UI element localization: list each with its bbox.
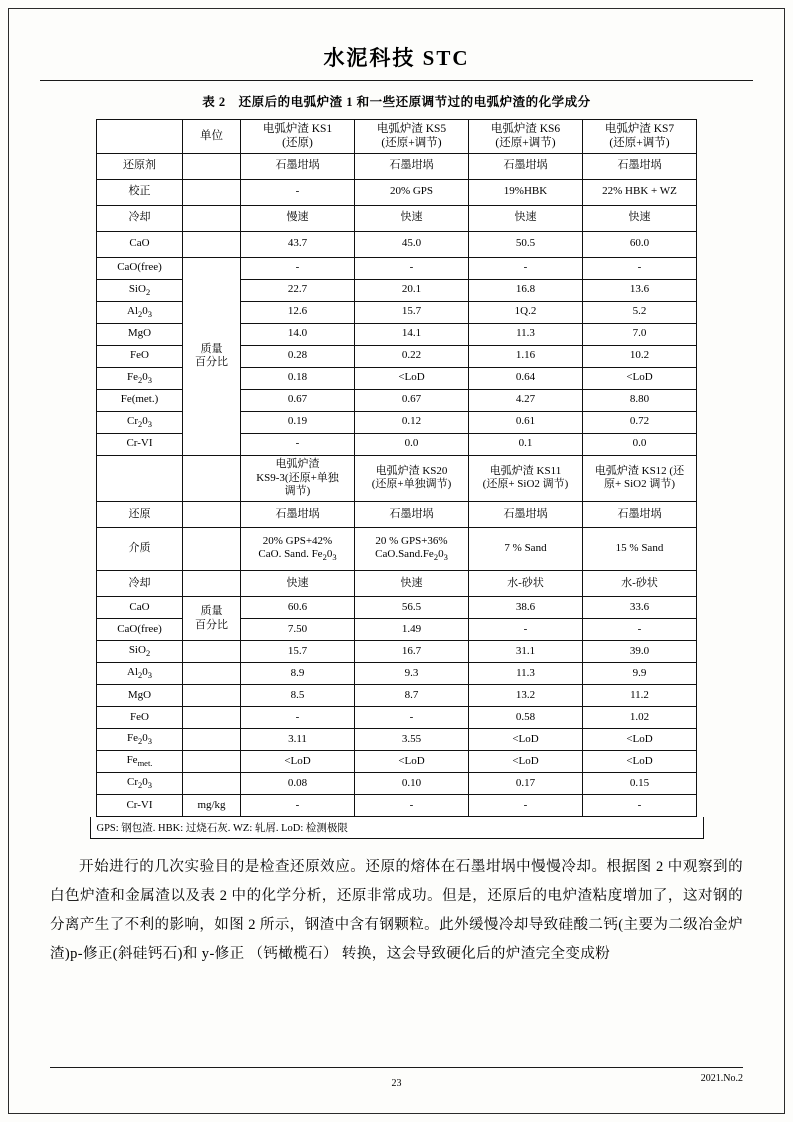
cell: -: [241, 179, 355, 205]
cell: 0.58: [469, 707, 583, 729]
table-subheader-row: [97, 455, 697, 501]
cell: 9.3: [355, 663, 469, 685]
row-label: MgO: [97, 323, 183, 345]
header-ks7: 电弧炉渣 KS7 (还原+调节): [583, 120, 697, 154]
cell: -: [241, 707, 355, 729]
row-label: CaO: [97, 597, 183, 619]
cell: -: [469, 795, 583, 817]
header-unit: 单位: [183, 120, 241, 154]
table-row: [97, 707, 697, 729]
cell: -: [241, 433, 355, 455]
row-label: $Cr_20_3$: [97, 411, 183, 433]
cell: 16.8: [469, 279, 583, 301]
row-unit: [183, 205, 241, 231]
row-label: CaO(free): [97, 619, 183, 641]
row-label: MgO: [97, 685, 183, 707]
cell: 石墨坩埚: [583, 502, 697, 528]
cell: 14.1: [355, 323, 469, 345]
cell: 12.6: [241, 301, 355, 323]
table-row: [97, 502, 697, 528]
row-unit: [183, 231, 241, 257]
cell: -: [583, 257, 697, 279]
row-unit: [183, 528, 241, 571]
row-label: 还原剂: [97, 153, 183, 179]
cell: 1Q.2: [469, 301, 583, 323]
cell: 15 % Sand: [583, 528, 697, 571]
unit-mass-percent: 质量 百分比: [183, 257, 241, 455]
cell: 快速: [469, 205, 583, 231]
subheader-ks12: 电弧炉渣 KS12 (还 原+ SiO2 调节): [583, 455, 697, 501]
cell: 快速: [355, 571, 469, 597]
cell: 16.7: [355, 641, 469, 663]
cell: 13.2: [469, 685, 583, 707]
cell: <LoD: [469, 729, 583, 751]
cell: 4.27: [469, 389, 583, 411]
header-divider: [40, 80, 753, 81]
cell: 0.61: [469, 411, 583, 433]
table-row: [97, 231, 697, 257]
row-label: FeO: [97, 345, 183, 367]
row-unit: [183, 153, 241, 179]
cell: 15.7: [241, 641, 355, 663]
cell: 慢速: [241, 205, 355, 231]
row-unit: [183, 707, 241, 729]
cell: 石墨坩埚: [241, 153, 355, 179]
page-footer: [50, 1067, 743, 1089]
table-row: [97, 685, 697, 707]
table-row: [97, 795, 697, 817]
cell: 33.6: [583, 597, 697, 619]
row-unit: mg/kg: [183, 795, 241, 817]
cell: 石墨坩埚: [241, 502, 355, 528]
cell: 1.49: [355, 619, 469, 641]
row-unit: [183, 751, 241, 773]
cell: 水-砂状: [469, 571, 583, 597]
table-row: [97, 528, 697, 571]
cell: 0.0: [583, 433, 697, 455]
table-row: [97, 641, 697, 663]
subheader-ks11: 电弧炉渣 KS11 (还原+ SiO2 调节): [469, 455, 583, 501]
cell: 3.11: [241, 729, 355, 751]
subheader-ks20: 电弧炉渣 KS20 (还原+单独调节): [355, 455, 469, 501]
cell: 20.1: [355, 279, 469, 301]
cell: -: [241, 795, 355, 817]
cell: 快速: [583, 205, 697, 231]
page-number: 23: [391, 1078, 402, 1089]
row-unit: [183, 502, 241, 528]
cell: 9.9: [583, 663, 697, 685]
cell: 20% GPS+42% CaO. Sand. $Fe_20_3$: [241, 528, 355, 571]
table-row: [97, 179, 697, 205]
cell: 水-砂状: [583, 571, 697, 597]
page-header: [40, 42, 753, 81]
cell: -: [355, 257, 469, 279]
cell: -: [469, 257, 583, 279]
chemical-composition-table: [96, 119, 697, 817]
table-caption: 表 2 还原后的电弧炉渣 1 和一些还原调节过的电弧炉渣的化学成分: [202, 95, 591, 109]
row-label: Cr-VI: [97, 795, 183, 817]
row-label: $Al_20_3$: [97, 663, 183, 685]
table-row: [97, 729, 697, 751]
cell: 0.08: [241, 773, 355, 795]
cell: 0.67: [241, 389, 355, 411]
cell: 1.16: [469, 345, 583, 367]
cell: 3.55: [355, 729, 469, 751]
subheader-blank: [97, 455, 183, 501]
cell: <LoD: [355, 751, 469, 773]
cell: <LoD: [583, 751, 697, 773]
cell: 31.1: [469, 641, 583, 663]
cell: 石墨坩埚: [469, 502, 583, 528]
cell: <LoD: [583, 729, 697, 751]
cell: 5.2: [583, 301, 697, 323]
cell: 1.02: [583, 707, 697, 729]
cell: 60.6: [241, 597, 355, 619]
unit-mass-percent: 质量 百分比: [183, 597, 241, 641]
table-row: [97, 597, 697, 619]
row-label: SiO$_2$: [97, 641, 183, 663]
table-row: [97, 571, 697, 597]
row-label: 介质: [97, 528, 183, 571]
cell: -: [241, 257, 355, 279]
cell: 11.2: [583, 685, 697, 707]
cell: 0.17: [469, 773, 583, 795]
cell: 石墨坩埚: [583, 153, 697, 179]
row-label: CaO(free): [97, 257, 183, 279]
cell: 快速: [355, 205, 469, 231]
row-label: 冷却: [97, 571, 183, 597]
table-header-row: [97, 120, 697, 154]
header-blank: [97, 120, 183, 154]
table-row: [97, 205, 697, 231]
cell: 22.7: [241, 279, 355, 301]
row-label: $Al_20_3$: [97, 301, 183, 323]
row-unit: [183, 663, 241, 685]
table-row: [97, 663, 697, 685]
header-ks5: 电弧炉渣 KS5 (还原+调节): [355, 120, 469, 154]
row-unit: [183, 773, 241, 795]
journal-title: 水泥科技 STC: [323, 46, 470, 70]
cell: 0.28: [241, 345, 355, 367]
cell: 7 % Sand: [469, 528, 583, 571]
cell: -: [469, 619, 583, 641]
cell: 10.2: [583, 345, 697, 367]
cell: 石墨坩埚: [355, 502, 469, 528]
subheader-ks9-3: 电弧炉渣 KS9-3(还原+单独 调节): [241, 455, 355, 501]
row-unit: [183, 571, 241, 597]
cell: 0.67: [355, 389, 469, 411]
cell: -: [355, 795, 469, 817]
row-label: $Fe_20_3$: [97, 367, 183, 389]
table-row: [97, 257, 697, 279]
row-label: CaO: [97, 231, 183, 257]
cell: <LoD: [355, 367, 469, 389]
cell: <LoD: [469, 751, 583, 773]
cell: 20 % GPS+36% $CaO.Sand.Fe_20_3$: [355, 528, 469, 571]
header-ks1: 电弧炉渣 KS1 (还原): [241, 120, 355, 154]
row-label: $Cr_20_3$: [97, 773, 183, 795]
cell: 11.3: [469, 663, 583, 685]
cell: 11.3: [469, 323, 583, 345]
row-unit: [183, 179, 241, 205]
cell: 14.0: [241, 323, 355, 345]
cell: 0.64: [469, 367, 583, 389]
row-unit: [183, 641, 241, 663]
table-row: [97, 153, 697, 179]
cell: 快速: [241, 571, 355, 597]
cell: 8.7: [355, 685, 469, 707]
table-row: [97, 751, 697, 773]
cell: 0.15: [583, 773, 697, 795]
row-label: $Fe_20_3$: [97, 729, 183, 751]
cell: <LoD: [583, 367, 697, 389]
cell: 0.22: [355, 345, 469, 367]
cell: -: [355, 707, 469, 729]
cell: 7.0: [583, 323, 697, 345]
cell: 0.18: [241, 367, 355, 389]
cell: <LoD: [241, 751, 355, 773]
cell: 0.0: [355, 433, 469, 455]
row-label: 还原: [97, 502, 183, 528]
cell: 石墨坩埚: [469, 153, 583, 179]
row-label: 校正: [97, 179, 183, 205]
cell: 7.50: [241, 619, 355, 641]
row-label: SiO$_2$: [97, 279, 183, 301]
cell: 56.5: [355, 597, 469, 619]
table-row: [97, 773, 697, 795]
row-unit: [183, 685, 241, 707]
cell: 8.5: [241, 685, 355, 707]
row-label: Fe(met.): [97, 389, 183, 411]
cell: 19%HBK: [469, 179, 583, 205]
cell: 15.7: [355, 301, 469, 323]
cell: 8.9: [241, 663, 355, 685]
cell: 0.72: [583, 411, 697, 433]
header-ks6: 电弧炉渣 KS6 (还原+调节): [469, 120, 583, 154]
cell: 8.80: [583, 389, 697, 411]
cell: 0.10: [355, 773, 469, 795]
cell: 60.0: [583, 231, 697, 257]
cell: -: [583, 619, 697, 641]
body-paragraph: 开始进行的几次实验目的是检查还原效应。还原的熔体在石墨坩埚中慢慢冷却。根据图 2 中观察到的白色炉渣和金属渣以及表 2 中的化学分析，还原非常成功。但是，还原后的电炉渣粘度增加了，这对钢的分离产生了不利的影响，如图 2 所示，钢渣中含有钢颗粒。此外缓慢冷却导致硅酸二钙(主要为二级冶金炉渣)p-修正(斜硅钙石)和 y-修正 （钙橄榄石） 转换，这会导致硬化后的炉渣完全变成粉: [50, 859, 743, 962]
cell: 38.6: [469, 597, 583, 619]
cell: -: [583, 795, 697, 817]
footer-divider: [50, 1067, 743, 1068]
cell: 20% GPS: [355, 179, 469, 205]
issue-label: 2021.No.2: [700, 1073, 743, 1084]
page-content: [50, 92, 743, 969]
cell: 13.6: [583, 279, 697, 301]
cell: 0.19: [241, 411, 355, 433]
row-label: Cr-VI: [97, 433, 183, 455]
row-unit: [183, 729, 241, 751]
cell: 45.0: [355, 231, 469, 257]
cell: 0.1: [469, 433, 583, 455]
row-label: 冷却: [97, 205, 183, 231]
subheader-unit-blank: [183, 455, 241, 501]
cell: 50.5: [469, 231, 583, 257]
cell: 0.12: [355, 411, 469, 433]
cell: 石墨坩埚: [355, 153, 469, 179]
table-footnote: GPS: 钢包渣. HBK: 过烧石灰. WZ: 轧屑. LoD: 检测极限: [90, 817, 704, 839]
row-label: $Fe_{met.}$: [97, 751, 183, 773]
row-label: FeO: [97, 707, 183, 729]
cell: 22% HBK + WZ: [583, 179, 697, 205]
cell: 43.7: [241, 231, 355, 257]
cell: 39.0: [583, 641, 697, 663]
